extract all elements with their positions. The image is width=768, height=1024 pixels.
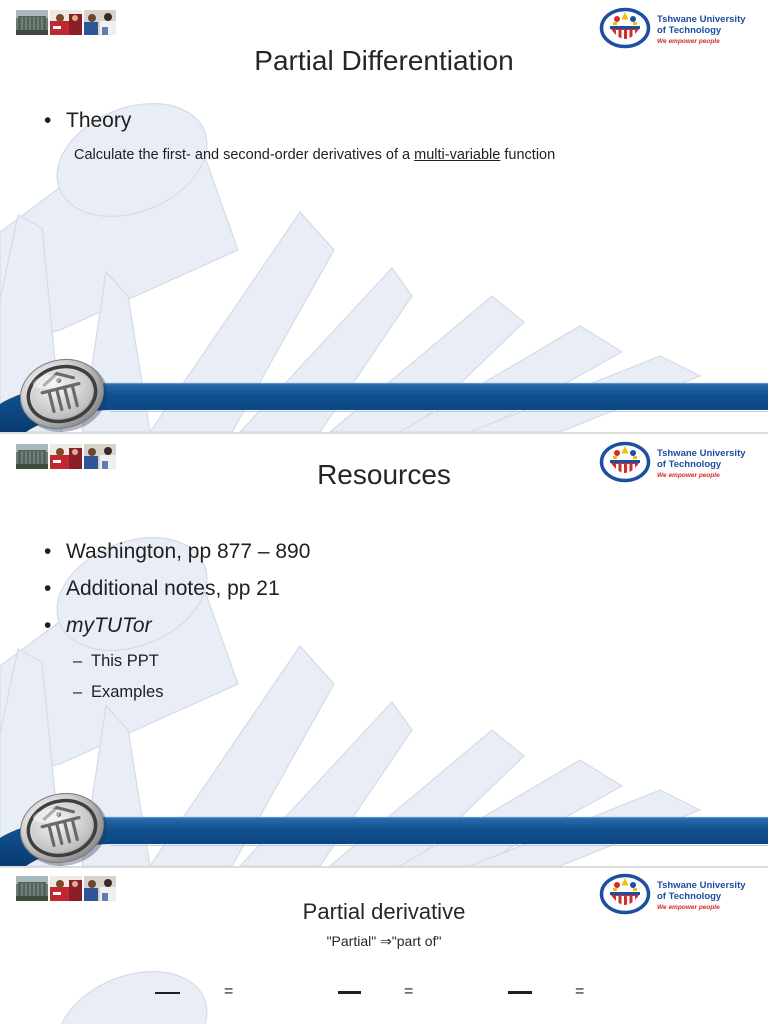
bullet-item [0,539,700,565]
logo-name-line-1: Tshwane University [657,880,746,891]
sub-bullet-item [0,650,700,672]
slide-1 [0,0,768,432]
bullet-item [0,576,700,602]
bullet-text: Washington, pp 877 – 890 [66,540,311,563]
bullet-marker: • [44,540,52,563]
sub-bullet-item [0,681,700,703]
bullet-marker: • [44,614,52,637]
slide-title: Partial Differentiation [254,45,514,76]
bullet-item [0,108,700,134]
sub-bullet-text: Examples [91,683,164,701]
equals-sign: = [224,983,234,1000]
header-photo-strip [16,10,116,35]
bullet-item [0,613,700,639]
equals-sign: = [575,983,585,1000]
logo-name-line-2: of Technology [657,25,722,36]
multi-variable-link[interactable]: multi-variable [414,147,501,163]
slide-subtitle: "Partial" ⇒"part of" [326,933,442,949]
students-red-photo [50,10,82,35]
bullet-text: Additional notes, pp 21 [66,577,280,600]
fraction-bar [155,992,180,994]
logo-name-line-1: Tshwane University [657,448,746,459]
slide-2 [0,434,768,866]
bullet-text: myTUTor [66,614,152,637]
fraction-bar [338,991,361,994]
sub-bullet-marker: – [73,683,83,701]
body-text [74,146,754,164]
logo-tagline: We empower people [657,38,720,45]
sub-bullet-marker: – [73,652,83,670]
equals-sign: = [404,983,414,1000]
bullet-marker: • [44,577,52,600]
slide-title: Resources [317,459,451,490]
logo-name-line-1: Tshwane University [657,14,746,25]
slide-title: Partial derivative [302,899,466,924]
slide-3 [0,868,768,1024]
body-text-start: Calculate the first- and second-order derivatives of a [74,147,415,163]
body-text-end: function [500,147,556,163]
logo-name-line-2: of Technology [657,459,722,470]
logo-tagline: We empower people [657,472,720,479]
bullet-marker: • [44,109,52,132]
campus-building-photo [16,10,48,35]
fraction-bar [508,991,532,994]
logo-tagline: We empower people [657,904,720,911]
bullet-text: Theory [66,109,132,132]
logo-name-line-2: of Technology [657,891,722,902]
sub-bullet-text: This PPT [91,652,159,670]
students-group-photo [84,10,116,35]
